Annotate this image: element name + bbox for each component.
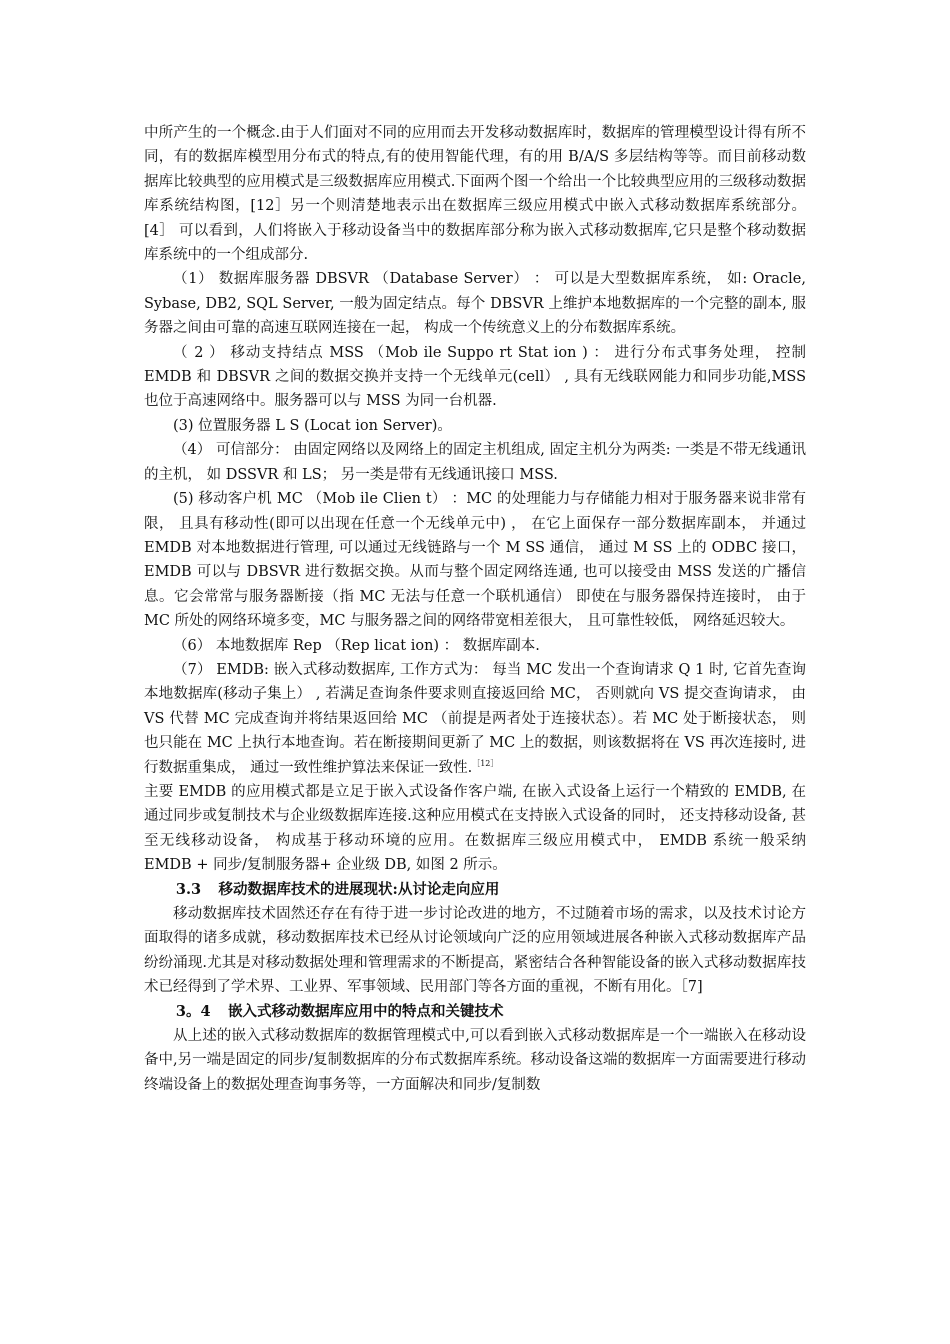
- paragraph-mss: （ 2 ） 移动支持结点 MSS （Mob ile Suppo rt Stat ion ) ： 进行分布式事务处理， 控制 EMDB 和 DBSVR 之间的数据交换并支持一个无线单元(cell） , 具有无线联网能力和同步功能,MSS 也位于高速网络中。服务器可以与 MSS 为同一台机器.: [144, 344, 806, 410]
- paragraph-emdb: [144, 658, 806, 780]
- citation-ref: ［12］: [472, 758, 499, 768]
- section-title: 嵌入式移动数据库应用中的特点和关键技术: [227, 1002, 504, 1020]
- paragraph-features: 从上述的嵌入式移动数据库的数据管理模式中,可以看到嵌入式移动数据库是一个一端嵌入在移动设备中,另一端是固定的同步/复制数据库的分布式数据库系统。移动设备这端的数据库一方面需要进行移动终端设备上的数据处理查询事务等，一方面解决和同步/复制数: [144, 1028, 806, 1093]
- paragraph-local-db: （6） 本地数据库 Rep （Rep licat ion) ： 数据库副本.: [173, 637, 540, 654]
- paragraph-progress: 移动数据库技术固然还存在有待于进一步讨论改进的地方，不过随着市场的需求，以及技术讨论方面取得的诸多成就，移动数据库技术已经从讨论领域向广泛的应用领域进展各种嵌入式移动数据库产品纷纷涌现.尤其是对移动数据处理和管理需求的不断提高，紧密结合各种智能设备的嵌入式移动数据库技术已经得到了学术界、工业界、军事领域、民用部门等各方面的重视，不断有用化。［7]: [144, 906, 806, 996]
- paragraph-application-mode: 主要 EMDB 的应用模式都是立足于嵌入式设备作客户端, 在嵌入式设备上运行一个精致的 EMDB, 在通过同步或复制技术与企业级数据库连接.这种应用模式在支持嵌入式设备的同时， 还支持移动设备, 甚至无线移动设备， 构成基于移动环境的应用。在数据库三级应用模式中， EMDB 系统一般采纳 EMDB + 同步/复制服务器+ 企业级 DB, 如图 2 所示。: [144, 783, 806, 874]
- document-body: [144, 121, 806, 1097]
- section-number: 3.3: [175, 880, 202, 898]
- section-heading-3-4: [144, 1000, 806, 1024]
- paragraph-trusted-part: （4） 可信部分： 由固定网络以及网络上的固定主机组成, 固定主机分为两类: 一类是不带无线通讯的主机， 如 DSSVR 和 LS； 另一类是带有无线通讯接口 MSS.: [144, 442, 806, 483]
- paragraph-location-server: (3) 位置服务器 L S (Locat ion Server)。: [173, 417, 452, 434]
- paragraph-intro: 中所产生的一个概念.由于人们面对不同的应用而去开发移动数据库时，数据库的管理模型设计得有所不同，有的数据库模型用分布式的特点,有的使用智能代理，有的用 B/A/S 多层结构等等。而目前移动数据库比较典型的应用模式是三级数据库应用模式.下面两个图一个给出一个比较典型应用的三级移动数据库系统结构图，[12］另一个则清楚地表示出在数据库三级应用模式中嵌入式移动数据库系统部分。[4］ 可以看到，人们将嵌入于移动设备当中的数据库部分称为嵌入式移动数据库,它只是整个移动数据库系统中的一个组成部分.: [144, 125, 806, 264]
- paragraph-emdb-text: （7） EMDB: 嵌入式移动数据库, 工作方式为： 每当 MC 发出一个查询请求 Q 1 时, 它首先查询本地数据库(移动子集上） , 若满足查询条件要求则直接返回给 MC， 否则就向 VS 提交查询请求， 由 VS 代替 MC 完成查询并将结果返回给 MC （前提是两者处于连接状态）。若 MC 处于断接状态， 则也只能在 MC 上执行本地查询。若在断接期间更新了 MC 上的数据，则该数据将在 VS 再次连接时, 进行数据重集成， 通过一致性维护算法来保证一致性.: [144, 661, 806, 776]
- paragraph-dbsvr: （1） 数据库服务器 DBSVR （Database Server） ： 可以是大型数据库系统， 如: Oracle, Sybase, DB2, SQL Server, 一般为固定结点。每个 DBSVR 上维护本地数据库的一个完整的副本, 服务器之间由可靠的高速互联网连接在一起， 构成一个传统意义上的分布数据库系统。: [144, 271, 806, 337]
- section-number: 3。4: [175, 1002, 211, 1020]
- section-title: 移动数据库技术的进展现状:从讨论走向应用: [218, 880, 500, 898]
- section-heading-3-3: [144, 878, 806, 902]
- paragraph-mobile-client: (5) 移动客户机 MC （Mob ile Clien t） ：MC 的处理能力与存储能力相对于服务器来说非常有限， 且具有移动性(即可以出现在任意一个无线单元中) ， 在它上面保存一部分数据库副本， 并通过 EMDB 对本地数据进行管理, 可以通过无线链路与一个 M SS 通信， 通过 M SS 上的 ODBC 接口， EMDB 可以与 DBSVR 进行数据交换。从而与整个固定网络连通, 也可以接受由 MSS 发送的广播信息。它会常常与服务器断接（指 MC 无法与任意一个联机通信） 即使在与服务器保持连接时， 由于 MC 所处的网络环境多变，MC 与服务器之间的网络带宽相差很大， 且可靠性较低， 网络延迟较大。: [144, 491, 806, 630]
